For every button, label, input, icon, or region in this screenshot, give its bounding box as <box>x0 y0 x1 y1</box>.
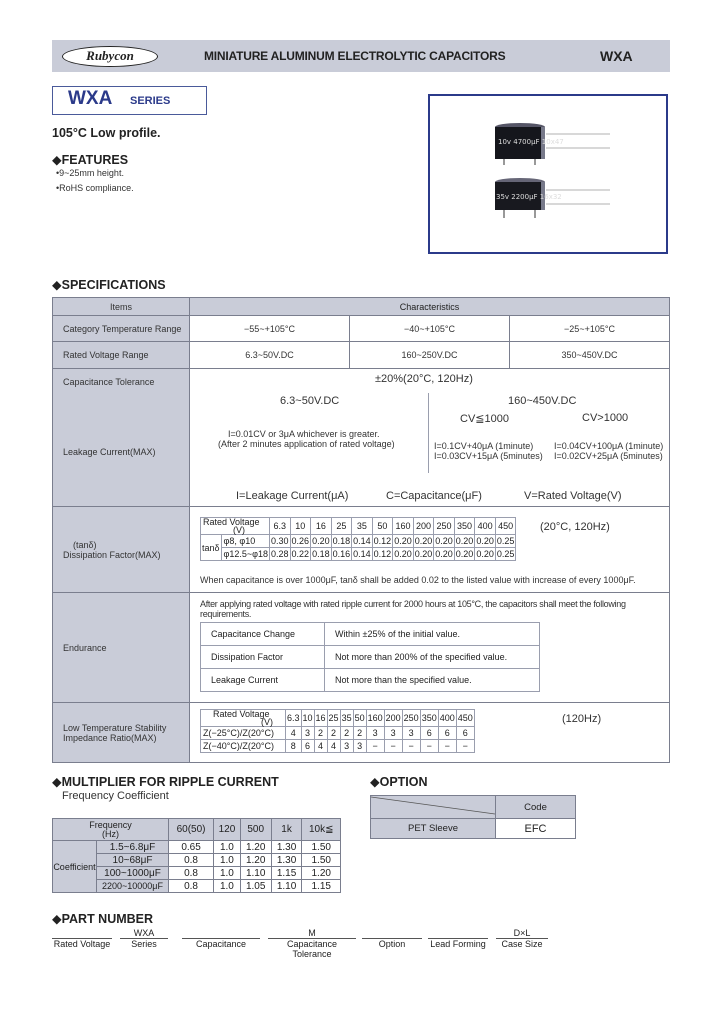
part-rated-voltage <box>52 929 112 949</box>
low-temp-value: − <box>438 740 456 753</box>
ripple-value: 0.8 <box>169 854 214 867</box>
feature-item: •RoHS compliance. <box>56 183 134 193</box>
low-temp-value: − <box>366 740 384 753</box>
low-temp-voltage: 450 <box>456 710 474 727</box>
low-temp-value: 3 <box>301 727 314 740</box>
dissipation-value: 0.28 <box>271 549 289 559</box>
dissipation-value: 0.30 <box>271 536 289 546</box>
dissipation-voltage: 250 <box>434 518 455 535</box>
part-label: Rated Voltage <box>53 939 111 949</box>
dissipation-voltage: 200 <box>413 518 434 535</box>
ripple-value: 1.05 <box>240 880 271 893</box>
low-temp-voltage: 350 <box>420 710 438 727</box>
part-code <box>428 929 488 939</box>
product-image-frame <box>428 94 668 254</box>
part-label: Case Size <box>501 939 543 949</box>
part-code <box>52 929 112 939</box>
low-temp-value: − <box>456 740 474 753</box>
legend-i: I=Leakage Current(μA) <box>236 490 349 502</box>
ripple-value: 1.0 <box>214 867 241 880</box>
ripple-value: 1.15 <box>271 867 302 880</box>
leakage-gt-5min: I=0.02CV+25μA (5minutes) <box>554 451 663 461</box>
dissipation-voltage: 10 <box>290 518 311 535</box>
dissipation-rv-unit: (V) <box>233 525 245 535</box>
temp-range-value: −25~+105°C <box>510 316 670 342</box>
rated-voltage-value: 6.3~50V.DC <box>190 342 350 369</box>
temp-range-label: Category Temperature Range <box>53 316 190 342</box>
dissipation-value: 0.20 <box>455 536 474 546</box>
freq-label-cell <box>53 819 169 841</box>
part-number-heading: ◆PART NUMBER <box>52 912 154 926</box>
specifications-heading: ◆SPECIFICATIONS <box>52 278 166 292</box>
dissipation-value: 0.14 <box>353 536 371 546</box>
leakage-item-cell <box>53 369 190 507</box>
dissipation-value: 0.20 <box>435 536 453 546</box>
ripple-value: 0.65 <box>169 841 214 854</box>
endurance-item: Dissipation Factor <box>201 646 325 669</box>
dissipation-label-1: (tanδ) <box>73 539 97 550</box>
low-temp-value: 8 <box>286 740 302 753</box>
dissipation-voltage: 450 <box>495 518 516 535</box>
part-label: Lead Forming <box>430 939 486 949</box>
cap1-lead <box>503 159 505 165</box>
dissipation-value: 0.25 <box>496 549 515 559</box>
dissipation-voltage: 25 <box>331 518 352 535</box>
dissipation-voltage: 16 <box>311 518 332 535</box>
part-option <box>362 929 422 949</box>
low-temp-value: 4 <box>314 740 327 753</box>
legend-c: C=Capacitance(μF) <box>386 490 482 502</box>
low-temp-voltage: 16 <box>314 710 327 727</box>
ripple-value: 1.10 <box>271 880 302 893</box>
rated-voltage-label: Rated Voltage Range <box>53 342 190 369</box>
part-code: D×L <box>496 929 548 939</box>
part-code <box>182 929 260 939</box>
ripple-value: 1.20 <box>240 854 271 867</box>
dissipation-value: 0.20 <box>394 536 412 546</box>
dissipation-rv-label <box>201 518 270 535</box>
leakage-low-note: (After 2 minutes application of rated voltage) <box>218 439 395 449</box>
leakage-cell <box>190 369 670 507</box>
features-heading: ◆FEATURES <box>52 153 129 167</box>
dissipation-row-label: φ12.5~φ18 <box>221 548 269 561</box>
dissipation-value: 0.20 <box>394 549 412 559</box>
low-temp-value: − <box>384 740 402 753</box>
leakage-label: Leakage Current(MAX) <box>63 447 156 457</box>
leakage-low-range: 6.3~50V.DC <box>280 395 340 407</box>
ripple-value: 1.15 <box>302 880 341 893</box>
low-temp-voltage: 250 <box>402 710 420 727</box>
low-temp-value: 4 <box>327 740 340 753</box>
dissipation-value: 0.18 <box>332 536 351 546</box>
low-temp-row-label: Z(−25°C)/Z(20°C) <box>201 727 286 740</box>
leakage-high-range: 160~450V.DC <box>508 395 577 407</box>
rated-voltage-value: 350~450V.DC <box>510 342 670 369</box>
endurance-value: Within ±25% of the initial value. <box>325 623 540 646</box>
option-heading: ◆OPTION <box>370 775 428 789</box>
part-code <box>362 929 422 939</box>
low-temp-value: 4 <box>286 727 302 740</box>
freq-header: 500 <box>240 819 271 841</box>
col-characteristics: Characteristics <box>190 298 670 316</box>
dissipation-row-label: φ8, φ10 <box>221 535 269 548</box>
dissipation-value: 0.12 <box>373 536 392 546</box>
part-tolerance <box>268 929 356 959</box>
ripple-range: 10~68μF <box>97 854 169 867</box>
diagonal-line <box>371 796 495 815</box>
temp-range-value: −55~+105°C <box>190 316 350 342</box>
low-temp-table <box>200 709 475 753</box>
subtitle: 105°C Low profile. <box>52 126 161 140</box>
option-diagonal-cell <box>371 796 496 819</box>
coef-label: Coefficient <box>53 841 97 893</box>
dissipation-label-2: Dissipation Factor(MAX) <box>63 549 161 560</box>
leakage-le-1min: I=0.1CV+40μA (1minute) <box>434 441 534 451</box>
low-temp-value: 6 <box>438 727 456 740</box>
cv-le: CV≦1000 <box>460 413 509 425</box>
low-temp-rv-label <box>201 710 286 727</box>
tan-label: tanδ <box>201 535 222 561</box>
low-temp-item-cell <box>53 703 190 763</box>
endurance-value: Not more than 200% of the specified value. <box>325 646 540 669</box>
col-items: Items <box>53 298 190 316</box>
ripple-value: 1.50 <box>302 841 341 854</box>
ripple-range: 1.5~6.8μF <box>97 841 169 854</box>
freq-header: 10k≦ <box>302 819 341 841</box>
freq-header: 1k <box>271 819 302 841</box>
dissipation-value: 0.20 <box>312 536 330 546</box>
cap-tolerance-label: Capacitance Tolerance <box>63 377 155 387</box>
ripple-table <box>52 818 341 893</box>
part-series <box>120 929 168 949</box>
low-temp-voltage: 200 <box>384 710 402 727</box>
low-temp-value: 6 <box>420 727 438 740</box>
low-temp-value: 3 <box>353 740 366 753</box>
dissipation-rv-text: Rated Voltage <box>203 517 260 527</box>
low-temp-value: 3 <box>402 727 420 740</box>
dissipation-voltage: 35 <box>352 518 373 535</box>
series-suffix: SERIES <box>130 95 171 107</box>
endurance-table <box>200 622 540 692</box>
dissipation-condition: (20°C, 120Hz) <box>540 521 610 533</box>
dissipation-value: 0.20 <box>476 536 494 546</box>
dissipation-value: 0.20 <box>414 536 433 546</box>
cap-tolerance-value: ±20%(20°C, 120Hz) <box>375 373 473 385</box>
low-temp-cell <box>190 703 670 763</box>
low-temp-value: 2 <box>327 727 340 740</box>
option-table <box>370 795 576 839</box>
endurance-intro: After applying rated voltage with rated ripple current for 2000 hours at 105°C, the capacitors shall meet the following requirements. <box>200 599 626 619</box>
dissipation-value: 0.20 <box>414 549 433 559</box>
ripple-range: 100~1000μF <box>97 867 169 880</box>
dissipation-cell <box>190 507 670 593</box>
dissipation-value: 0.25 <box>496 536 515 546</box>
low-temp-value: 3 <box>366 727 384 740</box>
low-temp-value: 2 <box>314 727 327 740</box>
endurance-item: Leakage Current <box>201 669 325 692</box>
endurance-value: Not more than the specified value. <box>325 669 540 692</box>
ripple-value: 1.0 <box>214 880 241 893</box>
low-temp-condition: (120Hz) <box>562 713 602 725</box>
page-title: MINIATURE ALUMINUM ELECTROLYTIC CAPACITORS <box>204 49 506 63</box>
cap1-label: 10v 4700μF 10x47 <box>498 138 564 146</box>
low-temp-value: 6 <box>301 740 314 753</box>
ripple-value: 1.20 <box>302 867 341 880</box>
low-temp-rv-unit: (V) <box>261 717 273 727</box>
rated-voltage-value: 160~250V.DC <box>350 342 510 369</box>
cap1-lead <box>534 159 536 165</box>
ripple-subheading: Frequency Coefficient <box>62 790 169 802</box>
dissipation-note: When capacitance is over 1000μF, tanδ shall be added 0.02 to the listed value with increase of every 1000μF. <box>200 575 636 585</box>
freq-header: 60(50) <box>169 819 214 841</box>
low-temp-voltage: 160 <box>366 710 384 727</box>
low-temp-voltage: 10 <box>301 710 314 727</box>
ripple-heading: ◆MULTIPLIER FOR RIPPLE CURRENT <box>52 775 279 789</box>
endurance-label: Endurance <box>53 593 190 703</box>
dissipation-value: 0.22 <box>291 549 310 559</box>
part-code: WXA <box>120 929 168 939</box>
ripple-value: 1.30 <box>271 841 302 854</box>
part-code: M <box>268 929 356 939</box>
low-temp-value: 2 <box>353 727 366 740</box>
low-temp-row-label: Z(−40°C)/Z(20°C) <box>201 740 286 753</box>
dissipation-table <box>200 517 516 561</box>
leakage-gt-1min: I=0.04CV+100μA (1minute) <box>554 441 664 451</box>
temp-range-value: −40~+105°C <box>350 316 510 342</box>
low-temp-label-2: Impedance Ratio(MAX) <box>63 732 157 743</box>
part-capacitance <box>182 929 260 949</box>
ripple-value: 1.10 <box>240 867 271 880</box>
low-temp-voltage: 50 <box>353 710 366 727</box>
low-temp-voltage: 6.3 <box>286 710 302 727</box>
low-temp-label-1: Low Temperature Stability <box>63 722 167 733</box>
cap2-label: 35v 2200μF 16x32 <box>496 193 562 201</box>
dissipation-value: 0.20 <box>455 549 474 559</box>
dissipation-value: 0.16 <box>332 549 351 559</box>
dissipation-voltage: 400 <box>475 518 496 535</box>
freq-label: Frequency <box>89 819 132 830</box>
option-code-header: Code <box>496 796 576 819</box>
part-label: Capacitance <box>195 939 247 949</box>
cap2-lead <box>534 210 536 218</box>
low-temp-value: 3 <box>340 740 353 753</box>
dissipation-value: 0.12 <box>373 549 392 559</box>
dissipation-voltage: 6.3 <box>270 518 291 535</box>
freq-header: 120 <box>214 819 241 841</box>
low-temp-voltage: 400 <box>438 710 456 727</box>
low-temp-voltage: 35 <box>340 710 353 727</box>
endurance-cell <box>190 593 670 703</box>
feature-item: •9~25mm height. <box>56 168 124 178</box>
ripple-value: 0.8 <box>169 880 214 893</box>
dissipation-value: 0.20 <box>435 549 453 559</box>
leakage-low-formula: I=0.01CV or 3μA whichever is greater. <box>228 429 380 439</box>
dissipation-value: 0.20 <box>476 549 494 559</box>
dissipation-value: 0.18 <box>312 549 330 559</box>
series-name: WXA <box>68 88 113 109</box>
dissipation-value: 0.14 <box>353 549 371 559</box>
dissipation-voltage: 350 <box>454 518 475 535</box>
part-label: Option <box>378 939 406 949</box>
ripple-value: 1.0 <box>214 854 241 867</box>
capacitor-illustration <box>430 96 666 252</box>
option-item: PET Sleeve <box>371 819 496 839</box>
ripple-value: 1.50 <box>302 854 341 867</box>
divider <box>428 393 429 473</box>
low-temp-value: 3 <box>384 727 402 740</box>
ripple-value: 0.8 <box>169 867 214 880</box>
ripple-range: 2200~10000μF <box>97 880 169 893</box>
part-label: Series <box>131 939 157 949</box>
specifications-table <box>52 297 670 763</box>
cap2-lead <box>503 210 505 218</box>
dissipation-value: 0.26 <box>291 536 310 546</box>
low-temp-rv-text: Rated Voltage <box>213 709 270 719</box>
cv-gt: CV>1000 <box>582 412 629 424</box>
option-code: EFC <box>496 819 576 839</box>
rubycon-logo: Rubycon <box>62 46 158 67</box>
part-lead-forming <box>428 929 488 949</box>
dissipation-voltage: 50 <box>372 518 393 535</box>
low-temp-voltage: 25 <box>327 710 340 727</box>
endurance-item: Capacitance Change <box>201 623 325 646</box>
low-temp-value: − <box>420 740 438 753</box>
freq-unit: (Hz) <box>102 828 119 839</box>
ripple-value: 1.30 <box>271 854 302 867</box>
dissipation-voltage: 160 <box>393 518 414 535</box>
low-temp-value: 6 <box>456 727 474 740</box>
part-label: Capacitance Tolerance <box>286 939 338 959</box>
legend-v: V=Rated Voltage(V) <box>524 490 622 502</box>
low-temp-value: 2 <box>340 727 353 740</box>
ripple-value: 1.0 <box>214 841 241 854</box>
low-temp-value: − <box>402 740 420 753</box>
ripple-value: 1.20 <box>240 841 271 854</box>
series-code: WXA <box>600 48 633 64</box>
part-case-size <box>496 929 548 949</box>
dissipation-item-cell <box>53 507 190 593</box>
leakage-le-5min: I=0.03CV+15μA (5minutes) <box>434 451 543 461</box>
